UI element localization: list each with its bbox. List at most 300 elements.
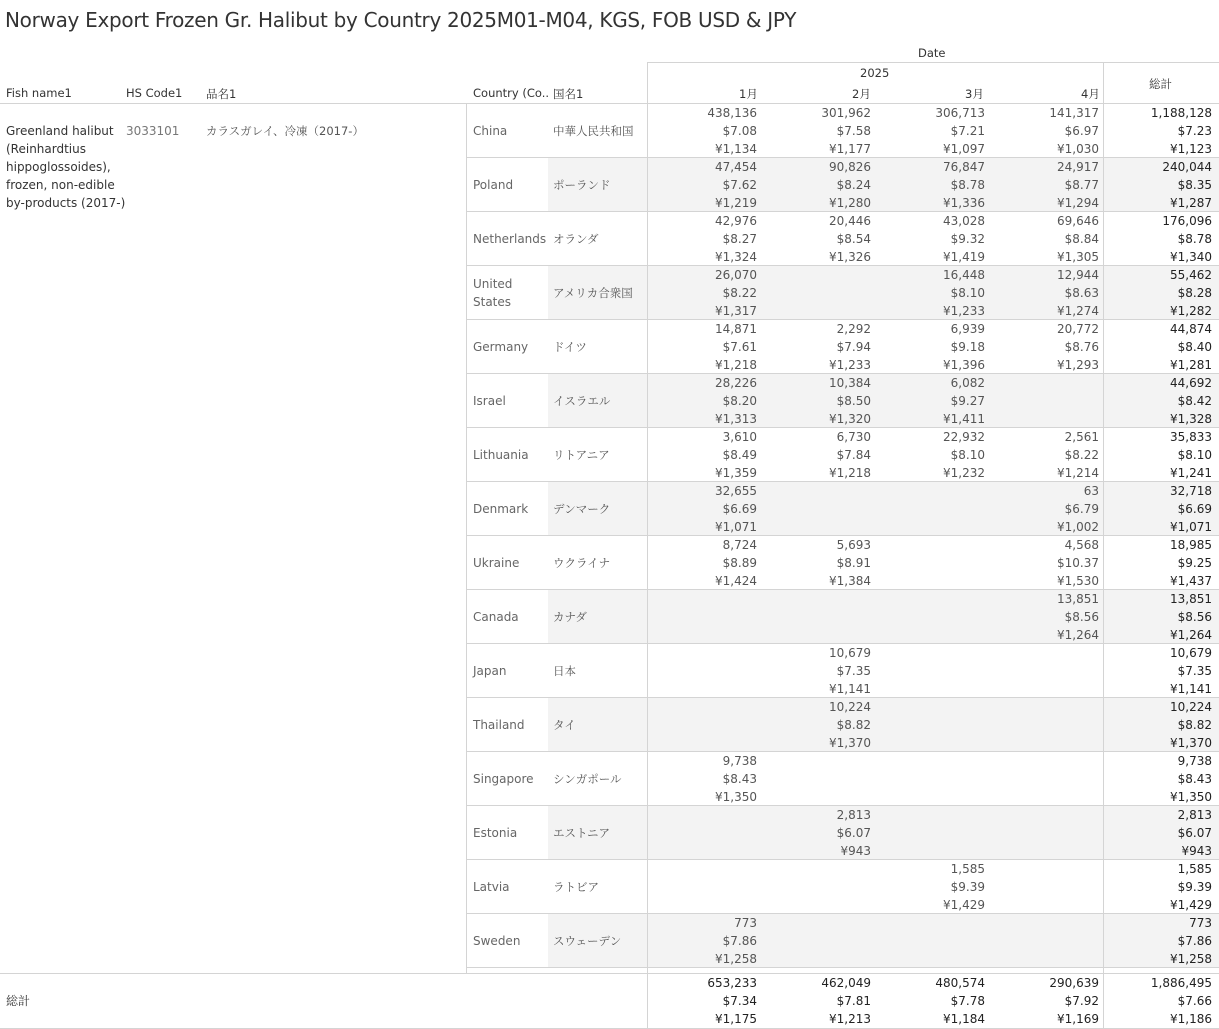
value-line: $7.66 (1177, 994, 1212, 1008)
value-line: 6,082 (950, 376, 985, 390)
value-line: ¥1,313 (715, 412, 757, 426)
value-line: ¥1,326 (829, 250, 871, 264)
value-line: 63 (1083, 484, 1099, 498)
value-line: 18,985 (1170, 538, 1212, 552)
value-line: ¥1,411 (943, 412, 985, 426)
value-line: ¥1,280 (829, 196, 871, 210)
value-line: 4,568 (1064, 538, 1099, 552)
value-line: $7.23 (1177, 124, 1212, 138)
value-line: $7.78 (950, 994, 985, 1008)
value-line: 32,718 (1170, 484, 1212, 498)
month-value-cell[interactable] (885, 212, 985, 266)
value-line: ¥1,320 (829, 412, 871, 426)
value-line: ¥1,317 (715, 304, 757, 318)
value-line: ¥1,370 (829, 736, 871, 750)
country-name[interactable] (473, 554, 519, 572)
value-line: ¥1,214 (1057, 466, 1099, 480)
row-total-cell[interactable] (1112, 860, 1212, 914)
country-name[interactable] (473, 662, 506, 680)
value-line: ¥1,419 (943, 250, 985, 264)
month-value-cell[interactable] (999, 212, 1099, 266)
grand-total-label: 総計 (6, 994, 31, 1008)
header-fish-name[interactable]: Fish name1 (6, 86, 72, 100)
country-name[interactable] (473, 770, 534, 788)
fish-name-line: frozen, non-edible (6, 178, 115, 192)
value-line: 12,944 (1057, 268, 1099, 282)
value-line: $8.42 (1177, 394, 1212, 408)
value-line: ¥1,218 (829, 466, 871, 480)
value-line: 10,679 (829, 646, 871, 660)
value-line: $6.07 (1177, 826, 1212, 840)
value-line: ¥1,437 (1170, 574, 1212, 588)
month-value-cell[interactable] (657, 320, 757, 374)
value-line: $8.49 (722, 448, 757, 462)
grand-total-top-divider (0, 973, 1219, 974)
header-country[interactable]: Country (Co.. (473, 86, 550, 100)
value-line: $7.94 (836, 340, 871, 354)
value-line: ¥1,384 (829, 574, 871, 588)
value-line: 10,224 (829, 700, 871, 714)
value-line: 438,136 (707, 106, 757, 120)
grand-total-month-cell[interactable] (771, 974, 871, 1028)
country-line: Sweden (473, 934, 521, 948)
value-line: ¥1,424 (715, 574, 757, 588)
value-line: ¥1,071 (1170, 520, 1212, 534)
header-month-4[interactable]: 4月 (1081, 87, 1100, 101)
month-value-cell[interactable] (885, 320, 985, 374)
col-divider-months (647, 62, 648, 1029)
row-total-cell[interactable] (1112, 806, 1212, 860)
country-line: Latvia (473, 880, 510, 894)
value-line: $8.27 (722, 232, 757, 246)
month-value-cell[interactable] (771, 536, 871, 590)
month-value-cell[interactable] (885, 104, 985, 158)
value-line: ¥1,175 (715, 1012, 757, 1026)
country-name[interactable] (473, 176, 513, 194)
value-line: ¥1,350 (715, 790, 757, 804)
value-line: ¥1,429 (943, 898, 985, 912)
value-line: $7.61 (722, 340, 757, 354)
value-line: 1,585 (950, 862, 985, 876)
value-line: 43,028 (943, 214, 985, 228)
value-line: 462,049 (821, 976, 871, 990)
value-line: 2,561 (1064, 430, 1099, 444)
value-line: ¥1,264 (1057, 628, 1099, 642)
value-line: ¥1,134 (715, 142, 757, 156)
hs-code-cell: 3033101 (126, 124, 180, 138)
value-line: 22,932 (943, 430, 985, 444)
country-name[interactable] (473, 446, 529, 464)
grand-total-month-cell[interactable] (885, 974, 985, 1028)
header-hs-code[interactable]: HS Code1 (126, 86, 183, 100)
month-value-cell[interactable] (657, 752, 757, 806)
value-line: 28,226 (715, 376, 757, 390)
month-value-cell[interactable] (885, 860, 985, 914)
grand-total-cell[interactable] (1112, 974, 1212, 1028)
value-line: 44,874 (1170, 322, 1212, 336)
header-hinmei[interactable]: 品名1 (206, 87, 237, 101)
country-name-jp[interactable]: デンマーク (553, 502, 611, 516)
value-line: 20,446 (829, 214, 871, 228)
value-line: 9,738 (1177, 754, 1212, 768)
value-line: 9,738 (722, 754, 757, 768)
month-value-cell[interactable] (885, 266, 985, 320)
value-line: $8.10 (950, 286, 985, 300)
row-total-cell[interactable] (1112, 158, 1212, 212)
row-divider (467, 967, 1219, 968)
country-name-jp[interactable]: カナダ (553, 610, 587, 624)
country-line: United (473, 277, 513, 291)
value-line: $7.08 (722, 124, 757, 138)
value-line: 5,693 (836, 538, 871, 552)
country-name[interactable] (473, 878, 510, 896)
value-line: ¥1,097 (943, 142, 985, 156)
month-value-cell[interactable] (999, 266, 1099, 320)
value-line: ¥1,294 (1057, 196, 1099, 210)
month-value-cell[interactable] (999, 482, 1099, 536)
month-value-cell[interactable] (657, 266, 757, 320)
month-value-cell[interactable] (657, 428, 757, 482)
value-line: 6,730 (836, 430, 871, 444)
country-name-jp[interactable]: イスラエル (553, 394, 611, 408)
value-line: $9.32 (950, 232, 985, 246)
value-line: $7.81 (836, 994, 871, 1008)
value-line: ¥1,258 (715, 952, 757, 966)
value-line: 44,692 (1170, 376, 1212, 390)
value-line: ¥1,281 (1170, 358, 1212, 372)
value-line: 24,917 (1057, 160, 1099, 174)
header-divider (0, 103, 1219, 104)
value-line: ¥1,186 (1170, 1012, 1212, 1026)
value-line: ¥1,258 (1170, 952, 1212, 966)
header-month-2[interactable]: 2月 (852, 87, 871, 101)
value-line: 13,851 (1057, 592, 1099, 606)
value-line: 773 (734, 916, 757, 930)
value-line: $8.22 (722, 286, 757, 300)
value-line: 2,813 (1177, 808, 1212, 822)
header-month-1[interactable]: 1月 (739, 87, 758, 101)
row-total-cell[interactable] (1112, 698, 1212, 752)
grand-total-month-cell[interactable] (657, 974, 757, 1028)
value-line: 240,044 (1162, 160, 1212, 174)
country-name[interactable] (473, 824, 517, 842)
value-line: ¥1,030 (1057, 142, 1099, 156)
value-line: $8.82 (1177, 718, 1212, 732)
month-value-cell[interactable] (885, 428, 985, 482)
month-value-cell[interactable] (657, 482, 757, 536)
month-value-cell[interactable] (657, 212, 757, 266)
row-divider (467, 751, 1219, 752)
value-line: 35,833 (1170, 430, 1212, 444)
country-line: Japan (473, 664, 507, 678)
country-line: Denmark (473, 502, 529, 516)
country-name-jp[interactable]: スウェーデン (553, 934, 622, 948)
value-line: 773 (1189, 916, 1212, 930)
value-line: $7.92 (1064, 994, 1099, 1008)
value-line: 653,233 (707, 976, 757, 990)
value-line: 14,871 (715, 322, 757, 336)
value-line: ¥1,233 (943, 304, 985, 318)
value-line: 10,679 (1170, 646, 1212, 660)
value-line: $8.63 (1064, 286, 1099, 300)
month-value-cell[interactable] (999, 320, 1099, 374)
value-line: $8.56 (1177, 610, 1212, 624)
value-line: $8.50 (836, 394, 871, 408)
month-value-cell[interactable] (771, 374, 871, 428)
row-total-cell[interactable] (1112, 212, 1212, 266)
country-name-jp[interactable]: ドイツ (553, 340, 587, 354)
value-line: $8.78 (1177, 232, 1212, 246)
hinmei-cell: カラスガレイ、冷凍（2017-） (206, 124, 364, 138)
value-line: 8,724 (722, 538, 757, 552)
value-line: $6.07 (836, 826, 871, 840)
value-line: 290,639 (1049, 976, 1099, 990)
country-line: Germany (473, 340, 529, 354)
value-line: $8.28 (1177, 286, 1212, 300)
country-name[interactable] (473, 122, 507, 140)
value-line: 90,826 (829, 160, 871, 174)
value-line: 32,655 (715, 484, 757, 498)
value-line: 1,886,495 (1150, 976, 1212, 990)
grand-total-month-cell[interactable] (999, 974, 1099, 1028)
value-line: $6.79 (1064, 502, 1099, 516)
month-value-cell[interactable] (771, 158, 871, 212)
value-line: ¥1,141 (829, 682, 871, 696)
value-line: ¥1,350 (1170, 790, 1212, 804)
value-line: 1,585 (1177, 862, 1212, 876)
value-line: $8.10 (1177, 448, 1212, 462)
row-total-cell[interactable] (1112, 536, 1212, 590)
value-line: $8.78 (950, 178, 985, 192)
country-name-jp[interactable]: リトアニア (553, 448, 610, 462)
value-line: ¥1,287 (1170, 196, 1212, 210)
value-line: 306,713 (935, 106, 985, 120)
month-value-cell[interactable] (771, 212, 871, 266)
month-value-cell[interactable] (657, 374, 757, 428)
col-divider-country (466, 104, 467, 974)
value-line: $8.56 (1064, 610, 1099, 624)
value-line: ¥1,219 (715, 196, 757, 210)
month-value-cell[interactable] (999, 590, 1099, 644)
country-name-jp[interactable]: アメリカ合衆国 (553, 286, 633, 300)
date-header-divider (648, 62, 1219, 63)
fish-name-line: by-products (2017-) (6, 196, 126, 210)
value-line: ¥1,336 (943, 196, 985, 210)
value-line: $6.69 (1177, 502, 1212, 516)
country-name-jp[interactable]: ウクライナ (553, 556, 611, 570)
value-line: ¥1,123 (1170, 142, 1212, 156)
value-line: 69,646 (1057, 214, 1099, 228)
country-line: Netherlands (473, 232, 547, 246)
row-total-cell[interactable] (1112, 914, 1212, 968)
value-line: 176,096 (1162, 214, 1212, 228)
month-value-cell[interactable] (771, 806, 871, 860)
month-value-cell[interactable] (999, 104, 1099, 158)
row-total-cell[interactable] (1112, 482, 1212, 536)
month-value-cell[interactable] (885, 158, 985, 212)
value-line: ¥1,241 (1170, 466, 1212, 480)
value-line: ¥1,305 (1057, 250, 1099, 264)
country-name[interactable] (473, 932, 520, 950)
value-line: 55,462 (1170, 268, 1212, 282)
month-value-cell[interactable] (999, 536, 1099, 590)
month-value-cell[interactable] (771, 104, 871, 158)
value-line: $7.84 (836, 448, 871, 462)
country-name[interactable] (473, 275, 512, 311)
header-total[interactable]: 総計 (1149, 77, 1172, 91)
value-line: ¥943 (1181, 844, 1212, 858)
value-line: $7.62 (722, 178, 757, 192)
row-total-cell[interactable] (1112, 374, 1212, 428)
value-line: ¥1,264 (1170, 628, 1212, 642)
row-total-cell[interactable] (1112, 320, 1212, 374)
country-line: Lithuania (473, 448, 529, 462)
value-line: 26,070 (715, 268, 757, 282)
country-line: China (473, 124, 508, 138)
country-line: States (473, 295, 512, 309)
month-value-cell[interactable] (771, 644, 871, 698)
row-total-cell[interactable] (1112, 644, 1212, 698)
value-line: ¥1,184 (943, 1012, 985, 1026)
value-line: $8.24 (836, 178, 871, 192)
value-line: $8.35 (1177, 178, 1212, 192)
value-line: ¥1,282 (1170, 304, 1212, 318)
value-line: ¥1,530 (1057, 574, 1099, 588)
value-line: 10,384 (829, 376, 871, 390)
value-line: $9.39 (1177, 880, 1212, 894)
value-line: ¥943 (840, 844, 871, 858)
value-line: $6.97 (1064, 124, 1099, 138)
value-line: 2,292 (836, 322, 871, 336)
country-line: Estonia (473, 826, 518, 840)
country-name[interactable] (473, 392, 506, 410)
value-line: 2,813 (836, 808, 871, 822)
country-name-jp[interactable]: シンガポール (553, 772, 622, 786)
value-line: $7.34 (722, 994, 757, 1008)
country-line: Ukraine (473, 556, 520, 570)
country-line: Thailand (473, 718, 525, 732)
month-value-cell[interactable] (771, 320, 871, 374)
country-name[interactable] (473, 608, 519, 626)
value-line: ¥1,293 (1057, 358, 1099, 372)
value-line: $8.10 (950, 448, 985, 462)
country-name-jp[interactable]: タイ (553, 718, 576, 732)
value-line: ¥1,370 (1170, 736, 1212, 750)
country-name-jp[interactable]: 中華人民共和国 (553, 124, 634, 138)
country-line: Canada (473, 610, 519, 624)
value-line: ¥1,328 (1170, 412, 1212, 426)
month-value-cell[interactable] (885, 374, 985, 428)
month-value-cell[interactable] (771, 428, 871, 482)
value-line: $7.86 (722, 934, 757, 948)
fish-name-line: (Reinhardtius (6, 142, 86, 156)
month-value-cell[interactable] (999, 158, 1099, 212)
header-month-3[interactable]: 3月 (965, 87, 984, 101)
row-total-cell[interactable] (1112, 104, 1212, 158)
value-line: $8.91 (836, 556, 871, 570)
month-value-cell[interactable] (657, 914, 757, 968)
month-value-cell[interactable] (999, 428, 1099, 482)
value-line: $7.21 (950, 124, 985, 138)
value-line: ¥1,071 (715, 520, 757, 534)
country-name[interactable] (473, 716, 525, 734)
fish-name-line: Greenland halibut (6, 124, 114, 138)
value-line: ¥1,324 (715, 250, 757, 264)
value-line: $7.35 (1177, 664, 1212, 678)
country-name[interactable] (473, 338, 528, 356)
value-line: ¥1,274 (1057, 304, 1099, 318)
row-total-cell[interactable] (1112, 752, 1212, 806)
country-line: Poland (473, 178, 514, 192)
value-line: 76,847 (943, 160, 985, 174)
value-line: 1,188,128 (1150, 106, 1212, 120)
col-divider-total (1103, 62, 1104, 1029)
value-line: $6.69 (722, 502, 757, 516)
month-value-cell[interactable] (657, 104, 757, 158)
country-name[interactable] (473, 230, 546, 248)
value-line: ¥1,359 (715, 466, 757, 480)
month-value-cell[interactable] (657, 536, 757, 590)
header-year[interactable]: 2025 (860, 66, 890, 80)
value-line: $8.82 (836, 718, 871, 732)
value-line: $8.22 (1064, 448, 1099, 462)
value-line: $7.86 (1177, 934, 1212, 948)
value-line: $7.58 (836, 124, 871, 138)
value-line: ¥1,141 (1170, 682, 1212, 696)
fish-name-line: hippoglossoides), (6, 160, 111, 174)
value-line: 20,772 (1057, 322, 1099, 336)
value-line: $7.35 (836, 664, 871, 678)
row-total-cell[interactable] (1112, 266, 1212, 320)
month-value-cell[interactable] (771, 698, 871, 752)
country-name[interactable] (473, 500, 528, 518)
row-total-cell[interactable] (1112, 590, 1212, 644)
value-line: $9.27 (950, 394, 985, 408)
country-name-jp[interactable]: 日本 (553, 664, 576, 678)
value-line: $9.25 (1177, 556, 1212, 570)
value-line: ¥1,002 (1057, 520, 1099, 534)
value-line: $8.76 (1064, 340, 1099, 354)
value-line: $10.37 (1057, 556, 1099, 570)
country-name-jp[interactable]: エストニア (553, 826, 611, 840)
page-title: Norway Export Frozen Gr. Halibut by Country 2025M01-M04, KGS, FOB USD & JPY (5, 8, 797, 32)
value-line: $9.18 (950, 340, 985, 354)
value-line: ¥1,396 (943, 358, 985, 372)
value-line: $8.89 (722, 556, 757, 570)
value-line: $8.84 (1064, 232, 1099, 246)
country-name-jp[interactable]: ポーランド (553, 178, 611, 192)
value-line: 42,976 (715, 214, 757, 228)
value-line: ¥1,213 (829, 1012, 871, 1026)
value-line: 47,454 (715, 160, 757, 174)
country-name-jp[interactable]: ラトビア (553, 880, 599, 894)
value-line: ¥1,218 (715, 358, 757, 372)
value-line: $8.77 (1064, 178, 1099, 192)
value-line: ¥1,340 (1170, 250, 1212, 264)
row-divider (467, 859, 1219, 860)
month-value-cell[interactable] (657, 158, 757, 212)
value-line: $8.43 (722, 772, 757, 786)
header-date[interactable]: Date (918, 46, 946, 60)
country-name-jp[interactable]: オランダ (553, 232, 599, 246)
value-line: 141,317 (1049, 106, 1099, 120)
value-line: ¥1,232 (943, 466, 985, 480)
fish-name-cell (6, 122, 125, 212)
row-total-cell[interactable] (1112, 428, 1212, 482)
header-kokumei[interactable]: 国名1 (553, 87, 584, 101)
country-line: Singapore (473, 772, 534, 786)
value-line: $8.20 (722, 394, 757, 408)
